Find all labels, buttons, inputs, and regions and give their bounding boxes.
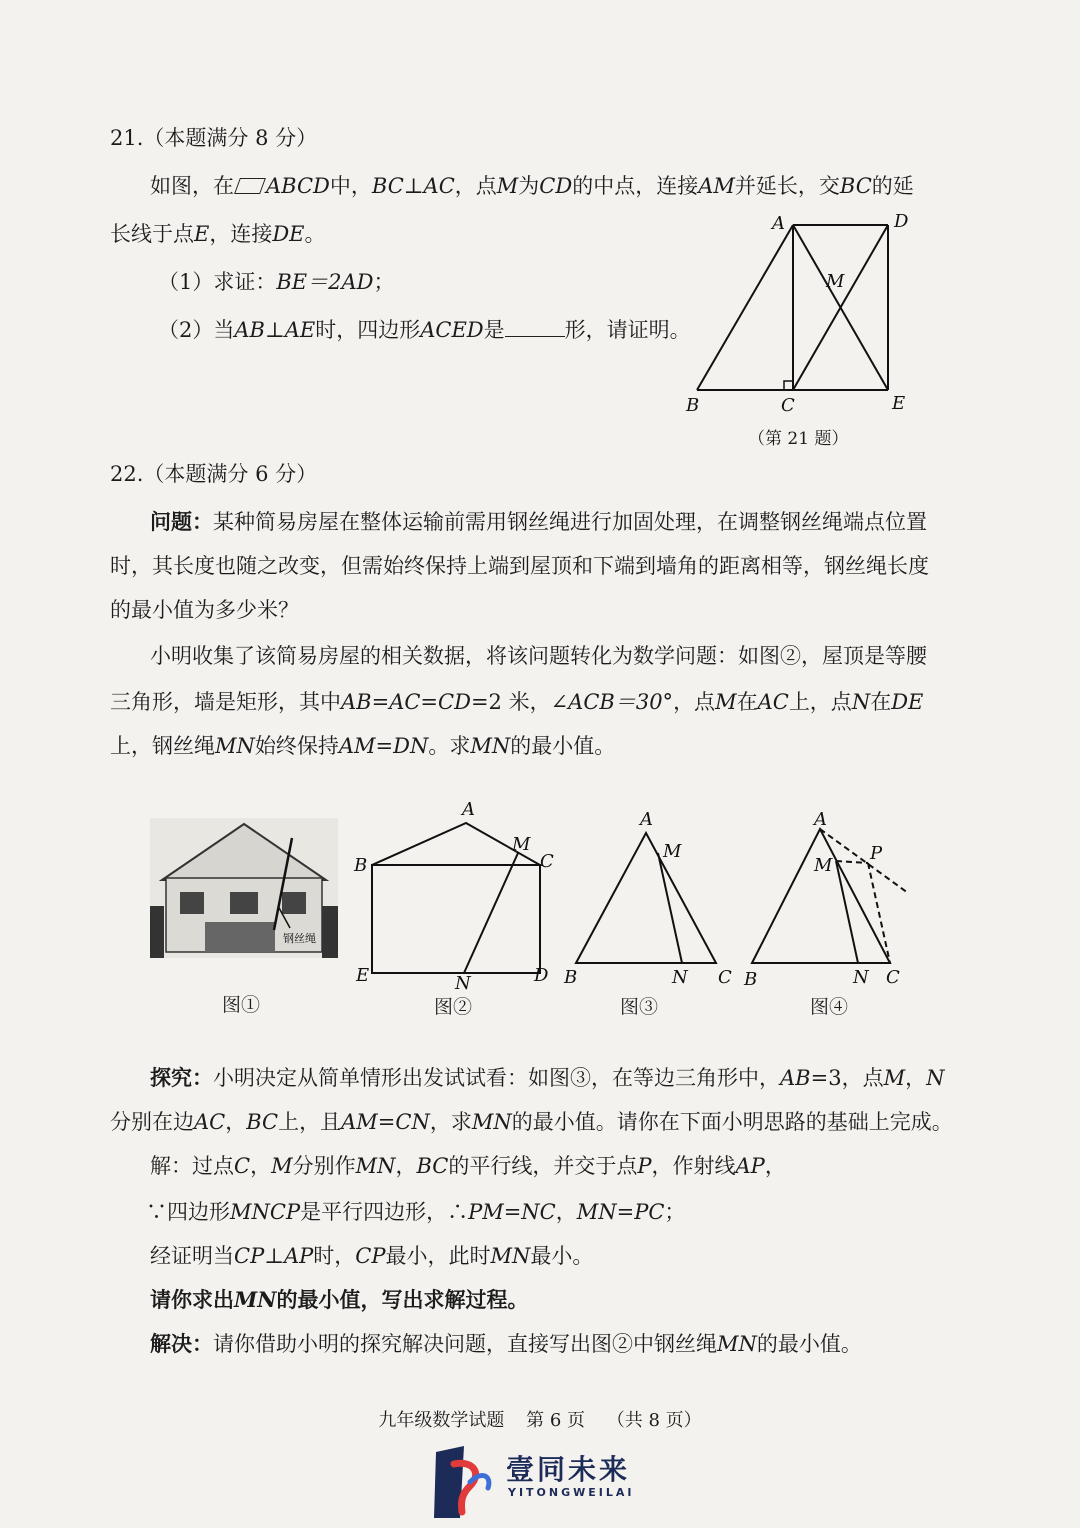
q22-problem-line1: 问题：某种简易房屋在整体运输前需用钢丝绳进行加固处理，在调整钢丝绳端点位置 (150, 509, 927, 534)
label-E: E (892, 393, 906, 414)
q21-part1: （1）求证：BE＝2AD； (158, 270, 395, 294)
answer-blank[interactable] (505, 316, 565, 337)
fig2-caption: 图② (433, 996, 472, 1018)
fig3-caption: 图③ (619, 996, 658, 1018)
q21-part2: （2）当AB⊥AE时，四边形ACED是 形，请证明。 (158, 318, 691, 342)
label-M: M (512, 834, 531, 855)
label-B: B (686, 395, 700, 416)
q22-model-line3: 上，钢丝绳MN始终保持AM=DN。求MN的最小值。 (110, 734, 616, 758)
q22-explore-line1: 探究：小明决定从简单情形出发试试看：如图③，在等边三角形中，AB=3，点M，N (150, 1065, 945, 1090)
segment-MN (464, 853, 518, 973)
logo-mark-icon (430, 1442, 500, 1522)
logo-title: 壹同未来 (506, 1453, 631, 1486)
segment-MN (836, 861, 858, 963)
q21-heading: 21.（本题满分 8 分） (110, 126, 318, 150)
edge-AB (697, 225, 793, 390)
label-A: A (462, 799, 475, 820)
label-N: N (853, 967, 869, 988)
label-C: C (886, 967, 900, 988)
label-B: B (744, 969, 758, 990)
logo-subtitle: YITONGWEILAI (508, 1486, 635, 1499)
label-C: C (540, 851, 554, 872)
q21-intro-line2: 长线于点E，连接DE。 (110, 222, 326, 246)
door-icon (205, 922, 275, 952)
wire-rope-label: 钢丝绳 (283, 932, 316, 945)
label-M: M (814, 855, 833, 876)
label-M: M (826, 271, 845, 292)
fig2-house-model (350, 795, 560, 995)
triangle-ABC (576, 833, 716, 963)
parallelogram-symbol (234, 178, 266, 194)
footer-subject: 九年级数学试题 (378, 1410, 505, 1431)
q22-model-line1: 小明收集了该简易房屋的相关数据，将该问题转化为数学问题：如图②，屋顶是等腰 (150, 644, 927, 668)
q22-problem-line3: 的最小值为多少米？ (110, 598, 299, 622)
q21-figure (680, 205, 920, 420)
fig1-caption: 图① (221, 994, 260, 1016)
house-photo (150, 818, 338, 958)
q22-solution-line3: 经证明当CP⊥AP时，CP最小，此时MN最小。 (150, 1244, 594, 1268)
fig4-caption: 图④ (809, 996, 848, 1018)
right-angle-mark (784, 381, 793, 390)
label-D: D (534, 965, 549, 986)
fig3-equilateral-triangle (560, 805, 740, 990)
q22-explore-line2: 分别在边AC，BC上，且AM=CN，求MN的最小值。请你在下面小明思路的基础上完成。 (110, 1110, 953, 1134)
label-B: B (564, 967, 578, 988)
ray-AP (820, 829, 908, 893)
window-icon (180, 892, 204, 914)
label-A: A (772, 213, 785, 234)
wall-rectangle-BCDE (372, 865, 540, 973)
q22-solution-line2: ∵四边形MNCP是平行四边形，∴PM=NC，MN=PC； (146, 1200, 686, 1224)
page-footer (0, 1406, 1080, 1432)
fig4-construction (740, 805, 930, 990)
q22-resolve: 解决：请你借助小明的探究解决问题，直接写出图②中钢丝绳MN的最小值。 (150, 1331, 862, 1356)
window-icon (282, 892, 306, 914)
q22-problem-line2: 时，其长度也随之改变，但需始终保持上端到屋顶和下端到墙角的距离相等，钢丝绳长度 (110, 554, 929, 578)
label-M: M (663, 841, 682, 862)
q22-model-line2: 三角形，墙是矩形，其中AB=AC=CD=2 米，∠ACB＝30°，点M在AC上，点N在DE (110, 690, 924, 714)
label-P: P (870, 843, 883, 864)
footer-page: 第 6 页 (526, 1410, 585, 1431)
label-C: C (781, 395, 795, 416)
footer-total: （共 8 页） (606, 1410, 702, 1431)
q22-solution-line1: 解：过点C，M分别作MN，BC的平行线，并交于点P，作射线AP， (150, 1154, 786, 1178)
label-A: A (640, 809, 653, 830)
label-B: B (354, 855, 368, 876)
label-C: C (718, 967, 732, 988)
q22-ask: 请你求出MN的最小值，写出求解过程。 (150, 1287, 529, 1312)
label-N: N (455, 973, 471, 994)
q21-caption: （第 21 题） (748, 429, 849, 449)
window-icon (230, 892, 258, 914)
label-A: A (814, 809, 827, 830)
label-D: D (894, 211, 909, 232)
label-E: E (356, 965, 370, 986)
segment-MN (658, 853, 682, 963)
brand-logo (430, 1442, 670, 1522)
q22-heading: 22.（本题满分 6 分） (110, 462, 318, 486)
label-N: N (672, 967, 688, 988)
q21-intro-line1: 如图，在 ABCD中，BC⊥AC，点M为CD的中点，连接AM并延长，交BC的延 (150, 174, 914, 198)
